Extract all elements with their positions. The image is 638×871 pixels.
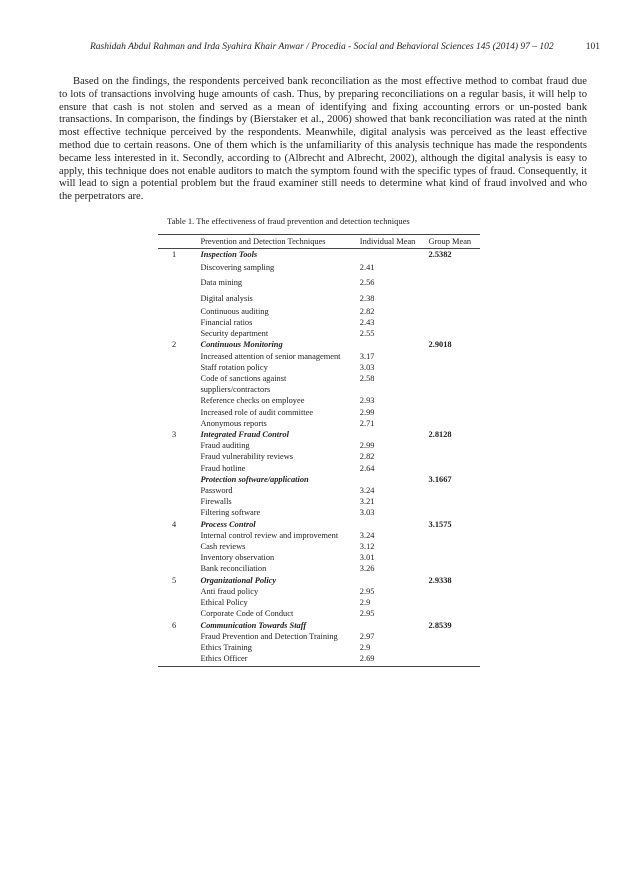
header-group-mean: Group Mean <box>427 235 480 249</box>
individual-mean: 3.24 <box>359 530 375 540</box>
group-mean <box>427 291 480 306</box>
row-number <box>158 563 198 574</box>
row-number <box>158 260 198 275</box>
row-number <box>158 291 198 306</box>
individual-mean: 2.55 <box>359 329 375 339</box>
category-name: Continuous Monitoring <box>200 340 283 350</box>
group-mean <box>427 507 480 518</box>
technique-name: Discovering sampling <box>200 263 275 273</box>
individual-mean: 2.56 <box>359 278 375 288</box>
table-row <box>158 485 480 496</box>
group-mean <box>427 642 480 653</box>
category-row <box>158 519 480 530</box>
category-row <box>158 249 480 261</box>
individual-mean: 2.69 <box>358 653 427 667</box>
technique-name: Data mining <box>200 278 243 288</box>
row-number <box>158 407 198 418</box>
group-mean <box>427 306 480 317</box>
category-name: Organizational Policy <box>200 575 277 585</box>
table-row <box>158 642 480 653</box>
group-mean <box>427 586 480 597</box>
row-number <box>158 451 198 462</box>
header-individual-mean: Individual Mean <box>358 235 427 249</box>
individual-mean: 3.21 <box>359 497 375 507</box>
row-number: 1 <box>172 250 177 259</box>
table-row <box>158 496 480 507</box>
technique-name: Fraud Prevention and Detection Training <box>200 631 338 641</box>
table-row <box>158 440 480 451</box>
individual-mean <box>358 429 427 440</box>
table-row <box>158 373 480 395</box>
technique-name: Ethics Training <box>200 642 252 652</box>
row-number <box>158 597 198 608</box>
technique-name: Security department <box>200 329 269 339</box>
individual-mean: 3.12 <box>359 542 375 552</box>
individual-mean: 2.58 <box>359 374 375 384</box>
row-number <box>158 474 198 485</box>
running-header <box>90 42 600 56</box>
row-number <box>158 317 198 328</box>
table-body <box>158 249 480 667</box>
technique-name: Fraud hotline <box>200 463 246 473</box>
table-row <box>158 418 480 429</box>
row-number <box>158 485 198 496</box>
individual-mean: 3.24 <box>359 486 375 496</box>
row-number <box>158 552 198 563</box>
row-number <box>158 507 198 518</box>
individual-mean: 2.41 <box>359 263 375 273</box>
individual-mean: 2.64 <box>359 463 375 473</box>
technique-name: Digital analysis <box>200 293 253 303</box>
row-number <box>158 362 198 373</box>
group-mean <box>427 317 480 328</box>
header-technique: Prevention and Detection Techniques <box>198 235 357 249</box>
body-paragraph: Based on the findings, the respondents perceived bank reconciliation as the most effective method to combat fraud due to lots of transactions involving huge amounts of cash. Thus, by preparing reconciliations on a regular basis, it will help to ensure that cash is not stolen and served as a mean of identifying and fixing accounting errors or un-posted bank transactions. In comparison, the findings by (Bierstaker et al., 2006) showed that bank reconciliation was rated at the ninth most effective technique perceived by the respondents. Meanwhile, digital analysis was perceived as the least effective method due to certain reasons. One of them which is the unfamiliarity of this analysis technique has made the respondents became less interested in it. Secondly, according to (Albrecht and Albrecht, 2002), although the digital analysis is easy to apply, this technique does not enable auditors to match the symptom found with the specific types of fraud. Consequently, it will lead to sign a potential problem but the fraud examiner still needs to determine what kind of fraud involved and who the perpetrators are. <box>59 76 587 203</box>
body-text <box>59 76 587 204</box>
group-mean <box>427 373 480 395</box>
group-mean <box>427 631 480 642</box>
individual-mean: 3.03 <box>359 508 375 518</box>
row-number: 3 <box>172 430 177 440</box>
group-mean <box>427 552 480 563</box>
table-row <box>158 451 480 462</box>
individual-mean: 3.26 <box>359 564 375 574</box>
table-row <box>158 362 480 373</box>
table-row <box>158 597 480 608</box>
group-mean <box>427 608 480 619</box>
group-mean <box>427 597 480 608</box>
row-number <box>158 463 198 474</box>
individual-mean: 2.71 <box>359 418 375 428</box>
row-number: 6 <box>172 620 177 630</box>
individual-mean: 2.9 <box>359 642 371 652</box>
technique-name: Inventory observation <box>200 553 275 563</box>
row-number <box>158 642 198 653</box>
table-row <box>158 260 480 275</box>
group-mean: 2.5382 <box>428 250 452 259</box>
technique-name: Ethics Officer <box>198 653 357 667</box>
technique-name: Continuous auditing <box>200 306 269 316</box>
group-mean <box>427 395 480 406</box>
individual-mean: 2.99 <box>359 441 375 451</box>
row-number <box>158 351 198 362</box>
table-row <box>158 586 480 597</box>
category-row <box>158 575 480 586</box>
row-number <box>158 608 198 619</box>
group-mean <box>427 463 480 474</box>
technique-name: Corporate Code of Conduct <box>200 609 294 619</box>
individual-mean: 3.03 <box>359 362 375 372</box>
category-name: Protection software/application <box>200 474 309 484</box>
technique-name: Financial ratios <box>200 318 253 328</box>
table-row <box>158 552 480 563</box>
group-mean: 3.1667 <box>428 474 452 484</box>
table-row <box>158 395 480 406</box>
row-number <box>158 541 198 552</box>
row-number <box>158 275 198 290</box>
table-row <box>158 407 480 418</box>
individual-mean <box>358 339 427 350</box>
technique-name: Internal control review and improvement <box>200 530 339 540</box>
individual-mean: 3.17 <box>359 351 375 361</box>
technique-name: Ethical Policy <box>200 598 248 608</box>
running-head-text: Rashidah Abdul Rahman and Irda Syahira Khair Anwar / Procedia - Social and Behavioral Sciences 145 (2014) 97 – 102 <box>90 42 554 52</box>
row-number <box>158 440 198 451</box>
individual-mean: 2.93 <box>359 396 375 406</box>
technique-name: Fraud auditing <box>200 441 250 451</box>
table-row <box>158 653 480 667</box>
technique-name: Firewalls <box>200 497 232 507</box>
category-row <box>158 620 480 631</box>
individual-mean <box>358 474 427 485</box>
individual-mean <box>358 620 427 631</box>
technique-name: Code of sanctions against suppliers/contractors <box>200 374 287 395</box>
group-mean <box>427 328 480 339</box>
table-row <box>158 507 480 518</box>
group-mean <box>427 485 480 496</box>
group-mean <box>427 418 480 429</box>
group-mean <box>427 530 480 541</box>
row-number <box>158 395 198 406</box>
table-row <box>158 608 480 619</box>
group-mean: 2.8539 <box>428 620 452 630</box>
table-row <box>158 351 480 362</box>
group-mean <box>427 440 480 451</box>
table-row <box>158 317 480 328</box>
row-number <box>158 373 198 395</box>
row-number <box>158 530 198 541</box>
category-name: Communication Towards Staff <box>200 620 307 630</box>
row-number <box>158 418 198 429</box>
header-num <box>158 235 198 249</box>
technique-name: Anonymous reports <box>200 418 267 428</box>
group-mean <box>427 541 480 552</box>
individual-mean: 3.01 <box>359 553 375 563</box>
table-row <box>158 631 480 642</box>
table-row <box>158 463 480 474</box>
group-mean <box>427 451 480 462</box>
individual-mean: 2.82 <box>359 452 375 462</box>
group-mean <box>427 653 480 667</box>
group-mean <box>427 275 480 290</box>
technique-name: Staff rotation policy <box>200 362 268 372</box>
individual-mean: 2.38 <box>359 293 375 303</box>
technique-name: Bank reconciliation <box>200 564 267 574</box>
technique-name: Increased attention of senior management <box>200 351 341 361</box>
individual-mean <box>358 519 427 530</box>
row-number: 5 <box>172 575 177 585</box>
row-number <box>158 586 198 597</box>
individual-mean: 2.99 <box>359 407 375 417</box>
group-mean <box>427 496 480 507</box>
row-number <box>158 328 198 339</box>
category-name: Process Control <box>200 519 256 529</box>
individual-mean: 2.82 <box>359 306 375 316</box>
group-mean: 3.1575 <box>428 519 452 529</box>
table-row <box>158 306 480 317</box>
table-row <box>158 328 480 339</box>
row-number: 2 <box>172 340 177 350</box>
technique-name: Fraud vulnerability reviews <box>200 452 294 462</box>
table-row <box>158 275 480 290</box>
table-row <box>158 530 480 541</box>
row-number <box>158 306 198 317</box>
category-name: Integrated Fraud Control <box>200 430 289 440</box>
row-number <box>158 653 198 667</box>
group-mean <box>427 407 480 418</box>
technique-name: Cash reviews <box>200 542 246 552</box>
individual-mean: 2.9 <box>359 598 371 608</box>
table-row <box>158 563 480 574</box>
technique-name: Increased role of audit committee <box>200 407 314 417</box>
category-row <box>158 339 480 350</box>
group-mean: 2.8128 <box>428 430 452 440</box>
individual-mean: 2.97 <box>359 631 375 641</box>
individual-mean: 2.95 <box>359 586 375 596</box>
effectiveness-table <box>158 234 480 667</box>
group-mean <box>427 563 480 574</box>
table-row <box>158 291 480 306</box>
category-row <box>158 429 480 440</box>
table-caption: Table 1. The effectiveness of fraud prevention and detection techniques <box>167 216 410 226</box>
group-mean: 2.9338 <box>428 575 452 585</box>
individual-mean <box>358 249 427 261</box>
group-mean: 2.9018 <box>428 340 452 350</box>
individual-mean <box>358 575 427 586</box>
page-number: 101 <box>585 42 600 52</box>
individual-mean: 2.43 <box>359 318 375 328</box>
category-row <box>158 474 480 485</box>
row-number: 4 <box>172 519 177 529</box>
category-name: Inspection Tools <box>200 250 258 259</box>
group-mean <box>427 362 480 373</box>
table-row <box>158 541 480 552</box>
group-mean <box>427 260 480 275</box>
row-number <box>158 496 198 507</box>
group-mean <box>427 351 480 362</box>
technique-name: Anti fraud policy <box>200 586 259 596</box>
row-number <box>158 631 198 642</box>
table-header-row <box>158 235 480 249</box>
technique-name: Filtering software <box>200 508 261 518</box>
technique-name: Password <box>200 486 233 496</box>
individual-mean: 2.95 <box>359 609 375 619</box>
technique-name: Reference checks on employee <box>200 396 305 406</box>
